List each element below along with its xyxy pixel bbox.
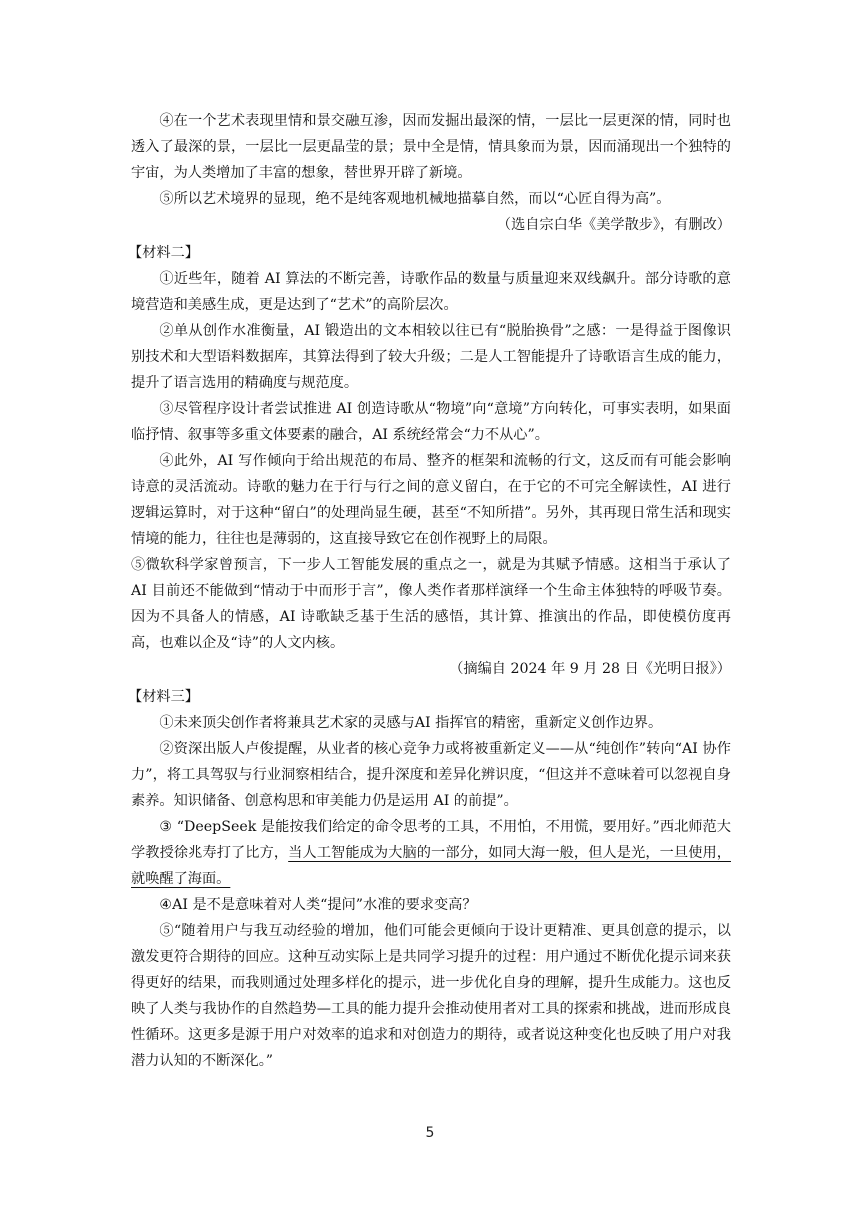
material2-source: （摘编自 2024 年 9 月 28 日《光明日报》） xyxy=(449,661,731,677)
document-body xyxy=(128,108,731,1074)
material2-paragraph-3: ③尽管程序设计者尝试推进 AI 创造诗歌从“物境”向“意境”方向转化，可事实表明，如果面临抒情、叙事等多重文体要素的融合，AI 系统经常会“力不从心”。 xyxy=(131,401,731,443)
material2-heading: 【材料二】 xyxy=(128,245,199,261)
material3-paragraph-2: ②资深出版人卢俊提醒，从业者的核心竞争力或将被重新定义——从“纯创作”转向“AI 协作力”，将工具驾驭与行业洞察相结合，提升深度和差异化辨识度，“但这并不意味着可以忽视自身素养。知识储备、创意构思和审美能力仍是运用 AI 的前提”。 xyxy=(131,741,731,809)
material1-paragraph-5: ⑤所以艺术境界的显现，绝不是纯客观地机械地描摹自然，而以“心匠自得为高”。 xyxy=(159,191,671,207)
page-number: 5 xyxy=(425,1125,435,1141)
material2-paragraph-1: ①近些年，随着 AI 算法的不断完善，诗歌作品的数量与质量迎来双线飙升。部分诗歌的意境营造和美感生成，更是达到了“艺术”的高阶层次。 xyxy=(131,271,731,313)
material1-paragraph-4: ④在一个艺术表现里情和景交融互渗，因而发掘出最深的情，一层比一层更深的情，同时也透入了最深的景，一层比一层更晶莹的景；景中全是情，情具象而为景，因而涌现出一个独特的宇宙，为人类增加了丰富的想象，替世界开辟了新境。 xyxy=(131,113,731,181)
material3-paragraph-5: ⑤“随着用户与我互动经验的增加，他们可能会更倾向于设计更精准、更具创意的提示，以激发更符合期待的回应。这种互动实际上是共同学习提升的过程：用户通过不断优化提示词来获得更好的结果，而我则通过处理多样化的提示，进一步优化自身的理解，提升生成能力。这也反映了人类与我协作的自然趋势—工具的能力提升会推动使用者对工具的探索和挑战，进而形成良性循环。这更多是源于用户对效率的追求和对创造力的期待，或者说这种变化也反映了用户对我潜力认知的不断深化。” xyxy=(131,923,731,1069)
material3-paragraph-4: ④AI 是不是意味着对人类“提问”水准的要求变高？ xyxy=(159,897,477,913)
material2-paragraph-2: ②单从创作水准衡量，AI 锻造出的文本相较以往已有“脱胎换骨”之感：一是得益于图像识别技术和大型语料数据库，其算法得到了较大升级；二是人工智能提升了诗歌语言生成的能力，提升了语言选用的精确度与规范度。 xyxy=(131,323,731,391)
material3-paragraph-1: ①未来顶尖创作者将兼具艺术家的灵感与AI 指挥官的精密，重新定义创作边界。 xyxy=(159,715,663,731)
material2-paragraph-5: ⑤微软科学家曾预言，下一步人工智能发展的重点之一，就是为其赋予情感。这相当于承认了 AI 目前还不能做到“情动于中而形于言”，像人类作者那样演绎一个生命主体独特的呼吸节奏。因为不具备人的情感，AI 诗歌缺乏基于生活的感悟，其计算、推演出的作品，即使模仿度再高，也难以企及“诗”的人文内核。 xyxy=(131,557,731,651)
material1-source: （选自宗白华《美学散步》，有删改） xyxy=(496,217,731,233)
underlined-sentence: 当人工智能成为大脑的一部分，如同大海一般，但人是光，一旦使用，就唤醒了海面。 xyxy=(131,845,731,887)
material3-heading: 【材料三】 xyxy=(128,689,199,705)
material2-paragraph-4: ④此外，AI 写作倾向于给出规范的布局、整齐的框架和流畅的行文，这反而有可能会影响诗意的灵活流动。诗歌的魅力在于行与行之间的意义留白，在于它的不可完全解读性，AI 进行逻辑运算时，对于这种“留白”的处理尚显生硬，甚至“不知所措”。另外，其再现日常生活和现实情境的能力，往往也是薄弱的，这直接导致它在创作视野上的局限。 xyxy=(131,453,731,547)
material3-paragraph-3 xyxy=(131,814,731,892)
material3-paragraph-3-text: ③ “DeepSeek 是能按我们给定的命令思考的工具，不用怕，不用慌，要用好。”西北师范大学教授徐兆寿打了比方， xyxy=(131,819,731,861)
